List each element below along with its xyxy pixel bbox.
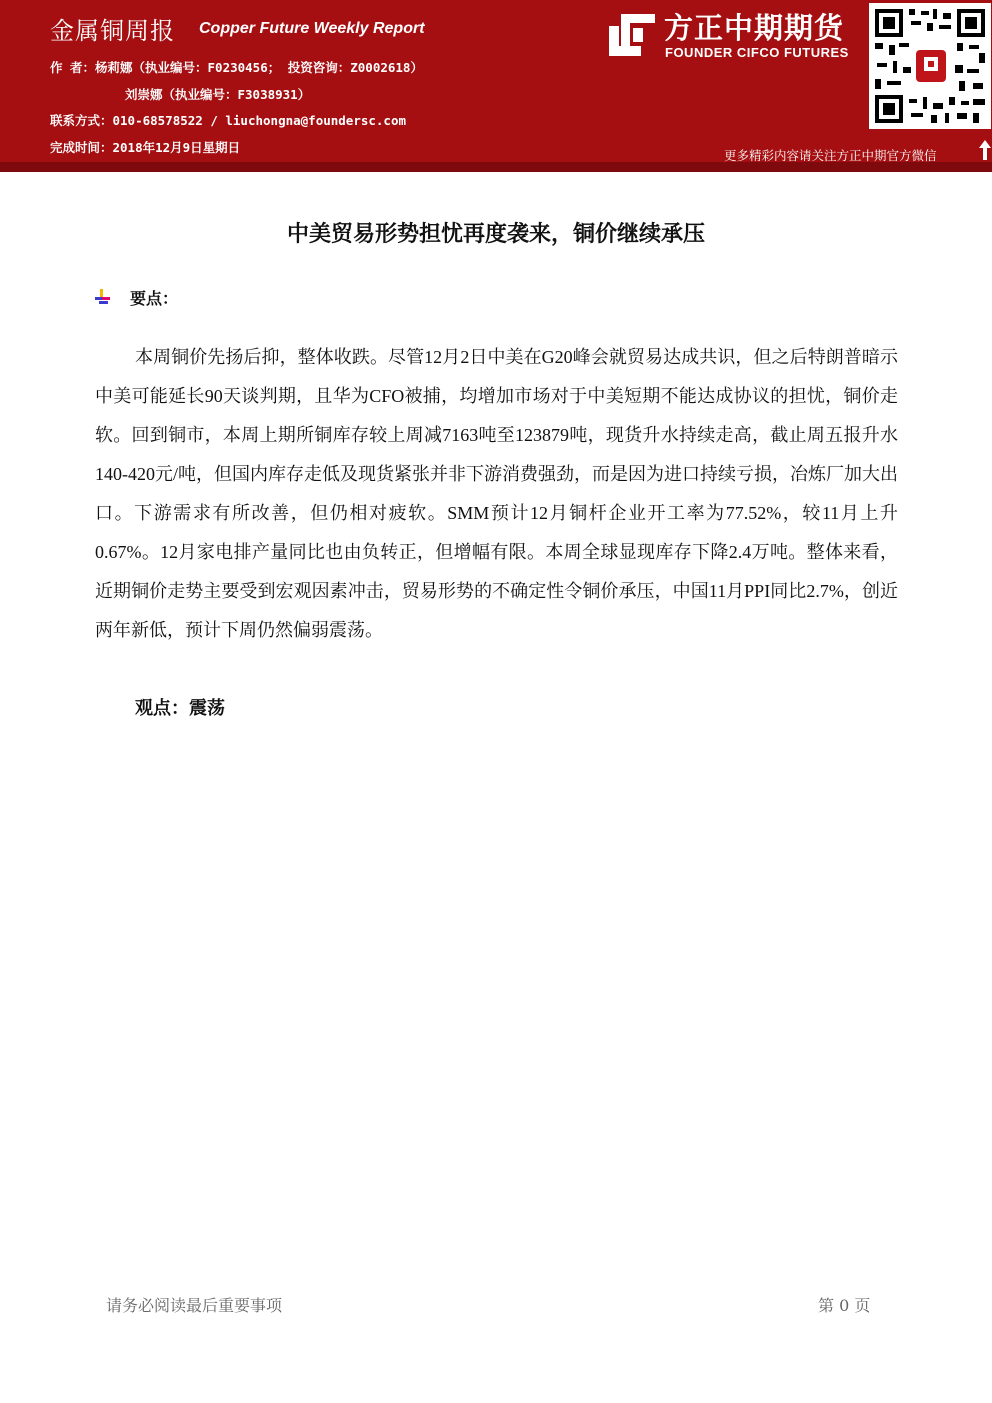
view-conclusion: 观点：震荡 xyxy=(135,698,225,719)
header-banner xyxy=(0,0,992,172)
report-title: 金属铜周报 xyxy=(50,17,175,45)
author-line-1: 作 者：杨莉娜（执业编号：F0230456； 投资咨询：Z0002618） xyxy=(50,60,423,75)
footer-notice: 请务必阅读最后重要事项 xyxy=(106,1296,283,1315)
wechat-follow-note: 更多精彩内容请关注方正中期官方微信 xyxy=(724,148,937,163)
report-subtitle: Copper Future Weekly Report xyxy=(199,20,425,37)
bullet-icon xyxy=(94,288,114,306)
article-title: 中美贸易形势担忧再度袭来，铜价继续承压 xyxy=(286,222,705,247)
company-logo-cn: 方正中期期货 xyxy=(664,11,845,45)
contact-line: 联系方式：010-68578522 / liuchongna@foundersc.com xyxy=(50,113,406,128)
founder-logo-icon xyxy=(607,12,657,58)
page-number: 第 0 页 xyxy=(818,1296,871,1315)
summary-paragraph: 本周铜价先扬后抑，整体收跌。尽管12月2日中美在G20峰会就贸易达成共识，但之后特朗普暗示中美可能延长90天谈判期，且华为CFO被捕，均增加市场对于中美短期不能达成协议的担忧，铜价走软。回到铜市，本周上期所铜库存较上周减7163吨至123879吨，现货升水持续走高，截止周五报升水140-420元/吨，但国内库存走低及现货紧张并非下游消费强劲，而是因为进口持续亏损，冶炼厂加大出口。下游需求有所改善，但仍相对疲软。SMM预计12月铜杆企业开工率为77.52%，较11月上升0.67%。12月家电排产量同比也由负转正，但增幅有限。本周全球显现库存下降2.4万吨。整体来看，近期铜价走势主要受到宏观因素冲击，贸易形势的不确定性令铜价承压，中国11月PPI同比2.7%，创近两年新低，预计下周仍然偏弱震荡。 xyxy=(95,347,898,640)
key-points-label: 要点： xyxy=(130,289,179,308)
completion-date: 完成时间：2018年12月9日星期日 xyxy=(50,140,241,155)
company-logo-en: FOUNDER CIFCO FUTURES xyxy=(665,45,849,60)
qr-code-icon[interactable] xyxy=(869,3,991,129)
up-arrow-icon xyxy=(978,139,992,161)
author-line-2: 刘崇娜（执业编号：F3038931） xyxy=(125,87,311,102)
